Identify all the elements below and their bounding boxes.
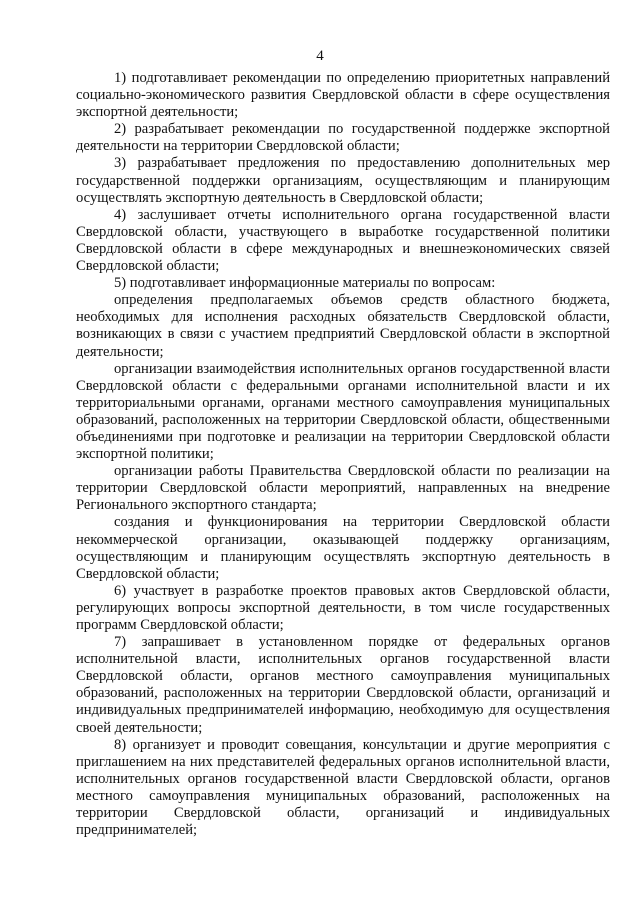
paragraph-subitem-government-work: организации работы Правительства Свердловской области по реализации на территории Свердловской области мероприятий, направленных на внедрение Регионального экспортного стандарта; <box>76 463 610 514</box>
paragraph-item-2: 2) разрабатывает рекомендации по государственной поддержке экспортной деятельности на территории Свердловской области; <box>76 121 610 155</box>
paragraph-item-8: 8) организует и проводит совещания, консультации и другие мероприятия с приглашением на них представителей федеральных органов исполнительной власти, исполнительных органов государственной власти Свердловской области, органов местного самоуправления муниципальных образований, расположенных на территории Свердловской области, организаций и индивидуальных предпринимателей; <box>76 736 610 839</box>
paragraph-subitem-budget: определения предполагаемых объемов средств областного бюджета, необходимых для исполнения расходных обязательств Свердловской области, возникающих в связи с участием предприятий Свердловской области в экспортной деятельности; <box>76 292 610 360</box>
paragraph-item-1: 1) подготавливает рекомендации по определению приоритетных направлений социально-экономического развития Свердловской области в сфере осуществления экспортной деятельности; <box>76 70 610 121</box>
paragraph-item-4: 4) заслушивает отчеты исполнительного органа государственной власти Свердловской области, участвующего в выработке государственной политики Свердловской области в сфере международных и внешнеэкономических связей Свердловской области; <box>76 206 610 275</box>
paragraph-item-7: 7) запрашивает в установленном порядке от федеральных органов исполнительной власти, исполнительных органов государственной власти Свердловской области, органов местного самоуправления муниципальных образований, расположенных на территории Свердловской области, организаций и индивидуальных предпринимателей информацию, необходимую для осуществления своей деятельности; <box>76 634 610 736</box>
document-body <box>76 70 610 839</box>
paragraph-item-3: 3) разрабатывает предложения по предоставлению дополнительных мер государственной поддержки организациям, осуществляющим и планирующим осуществлять экспортную деятельность в Свердловской области; <box>76 155 610 206</box>
paragraph-subitem-interaction: организации взаимодействия исполнительных органов государственной власти Свердловской области с федеральными органами исполнительной власти и их территориальными органами, органами местного самоуправления муниципальных образований, расположенных на территории Свердловской области, общественными объединениями при подготовке и реализации на территории Свердловской области экспортной политики; <box>76 360 610 463</box>
page-number: 4 <box>316 48 324 64</box>
paragraph-item-5: 5) подготавливает информационные материалы по вопросам: <box>114 275 496 292</box>
paragraph-subitem-nonprofit: создания и функционирования на территории Свердловской области некоммерческой организации, оказывающей поддержку организациям, осуществляющим и планирующим осуществлять экспортную деятельность в Свердловской области; <box>76 514 610 582</box>
paragraph-item-6: 6) участвует в разработке проектов правовых актов Свердловской области, регулирующих вопросы экспортной деятельности, в том числе государственных программ Свердловской области; <box>76 582 610 633</box>
